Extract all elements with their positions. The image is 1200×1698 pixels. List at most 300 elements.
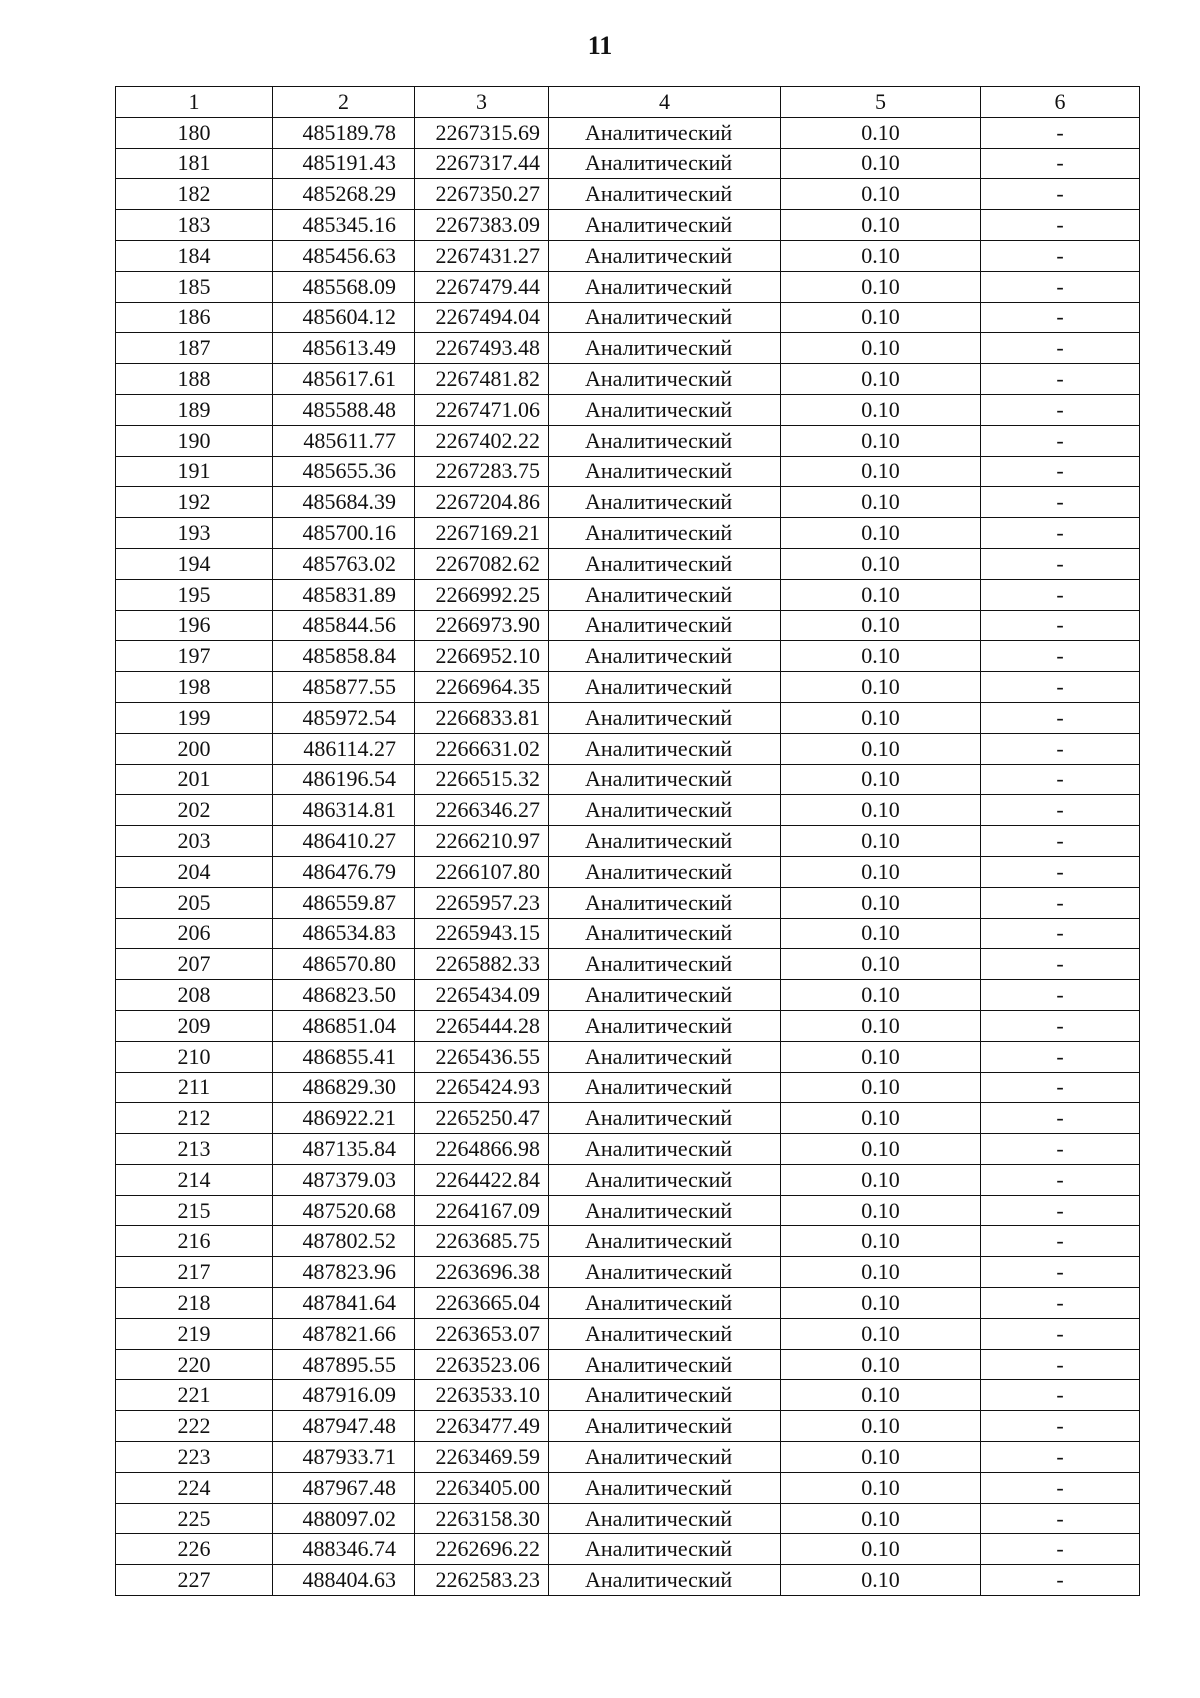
note-cell: - bbox=[981, 117, 1140, 148]
note-cell: - bbox=[981, 641, 1140, 672]
method-cell: Аналитический bbox=[549, 795, 781, 826]
method-cell: Аналитический bbox=[549, 1472, 781, 1503]
note-cell: - bbox=[981, 179, 1140, 210]
method-cell: Аналитический bbox=[549, 1349, 781, 1380]
accuracy-cell: 0.10 bbox=[781, 302, 981, 333]
x-coordinate-cell: 485588.48 bbox=[273, 394, 415, 425]
note-cell: - bbox=[981, 487, 1140, 518]
y-coordinate-cell: 2263696.38 bbox=[415, 1257, 549, 1288]
y-coordinate-cell: 2262696.22 bbox=[415, 1534, 549, 1565]
y-coordinate-cell: 2264167.09 bbox=[415, 1195, 549, 1226]
table-row bbox=[116, 456, 1140, 487]
y-coordinate-cell: 2266833.81 bbox=[415, 702, 549, 733]
y-coordinate-cell: 2265957.23 bbox=[415, 887, 549, 918]
table-row bbox=[116, 1472, 1140, 1503]
x-coordinate-cell: 488346.74 bbox=[273, 1534, 415, 1565]
y-coordinate-cell: 2264422.84 bbox=[415, 1164, 549, 1195]
y-coordinate-cell: 2262583.23 bbox=[415, 1565, 549, 1596]
note-cell: - bbox=[981, 1472, 1140, 1503]
table-row bbox=[116, 240, 1140, 271]
point-number-cell: 202 bbox=[116, 795, 273, 826]
note-cell: - bbox=[981, 1134, 1140, 1165]
point-number-cell: 201 bbox=[116, 764, 273, 795]
accuracy-cell: 0.10 bbox=[781, 1134, 981, 1165]
note-cell: - bbox=[981, 240, 1140, 271]
y-coordinate-cell: 2263469.59 bbox=[415, 1442, 549, 1473]
x-coordinate-cell: 486922.21 bbox=[273, 1103, 415, 1134]
column-header: 6 bbox=[981, 87, 1140, 118]
method-cell: Аналитический bbox=[549, 1565, 781, 1596]
x-coordinate-cell: 486855.41 bbox=[273, 1041, 415, 1072]
table-row bbox=[116, 148, 1140, 179]
method-cell: Аналитический bbox=[549, 548, 781, 579]
y-coordinate-cell: 2265250.47 bbox=[415, 1103, 549, 1134]
table-row bbox=[116, 1103, 1140, 1134]
method-cell: Аналитический bbox=[549, 302, 781, 333]
point-number-cell: 199 bbox=[116, 702, 273, 733]
point-number-cell: 222 bbox=[116, 1411, 273, 1442]
note-cell: - bbox=[981, 271, 1140, 302]
table-row bbox=[116, 210, 1140, 241]
table-row bbox=[116, 548, 1140, 579]
accuracy-cell: 0.10 bbox=[781, 271, 981, 302]
accuracy-cell: 0.10 bbox=[781, 1534, 981, 1565]
x-coordinate-cell: 486476.79 bbox=[273, 856, 415, 887]
table-row bbox=[116, 425, 1140, 456]
table-row bbox=[116, 579, 1140, 610]
method-cell: Аналитический bbox=[549, 1072, 781, 1103]
accuracy-cell: 0.10 bbox=[781, 1164, 981, 1195]
point-number-cell: 196 bbox=[116, 610, 273, 641]
note-cell: - bbox=[981, 579, 1140, 610]
y-coordinate-cell: 2266346.27 bbox=[415, 795, 549, 826]
table-row bbox=[116, 518, 1140, 549]
method-cell: Аналитический bbox=[549, 117, 781, 148]
note-cell: - bbox=[981, 148, 1140, 179]
y-coordinate-cell: 2265943.15 bbox=[415, 918, 549, 949]
note-cell: - bbox=[981, 302, 1140, 333]
note-cell: - bbox=[981, 764, 1140, 795]
method-cell: Аналитический bbox=[549, 1380, 781, 1411]
point-number-cell: 216 bbox=[116, 1226, 273, 1257]
accuracy-cell: 0.10 bbox=[781, 1442, 981, 1473]
note-cell: - bbox=[981, 672, 1140, 703]
method-cell: Аналитический bbox=[549, 1041, 781, 1072]
x-coordinate-cell: 486534.83 bbox=[273, 918, 415, 949]
point-number-cell: 184 bbox=[116, 240, 273, 271]
point-number-cell: 191 bbox=[116, 456, 273, 487]
y-coordinate-cell: 2267471.06 bbox=[415, 394, 549, 425]
note-cell: - bbox=[981, 1565, 1140, 1596]
table-row bbox=[116, 394, 1140, 425]
method-cell: Аналитический bbox=[549, 179, 781, 210]
x-coordinate-cell: 485972.54 bbox=[273, 702, 415, 733]
point-number-cell: 183 bbox=[116, 210, 273, 241]
table-row bbox=[116, 1534, 1140, 1565]
y-coordinate-cell: 2263533.10 bbox=[415, 1380, 549, 1411]
y-coordinate-cell: 2265424.93 bbox=[415, 1072, 549, 1103]
method-cell: Аналитический bbox=[549, 1164, 781, 1195]
table-row bbox=[116, 487, 1140, 518]
x-coordinate-cell: 485604.12 bbox=[273, 302, 415, 333]
x-coordinate-cell: 487802.52 bbox=[273, 1226, 415, 1257]
table-row bbox=[116, 1195, 1140, 1226]
table-row bbox=[116, 1318, 1140, 1349]
x-coordinate-cell: 486559.87 bbox=[273, 887, 415, 918]
method-cell: Аналитический bbox=[549, 1318, 781, 1349]
method-cell: Аналитический bbox=[549, 702, 781, 733]
note-cell: - bbox=[981, 795, 1140, 826]
table-row bbox=[116, 918, 1140, 949]
method-cell: Аналитический bbox=[549, 240, 781, 271]
y-coordinate-cell: 2266631.02 bbox=[415, 733, 549, 764]
x-coordinate-cell: 488097.02 bbox=[273, 1503, 415, 1534]
point-number-cell: 225 bbox=[116, 1503, 273, 1534]
accuracy-cell: 0.10 bbox=[781, 333, 981, 364]
point-number-cell: 188 bbox=[116, 364, 273, 395]
point-number-cell: 193 bbox=[116, 518, 273, 549]
method-cell: Аналитический bbox=[549, 1411, 781, 1442]
header-row bbox=[116, 87, 1140, 118]
accuracy-cell: 0.10 bbox=[781, 1257, 981, 1288]
method-cell: Аналитический bbox=[549, 487, 781, 518]
y-coordinate-cell: 2266107.80 bbox=[415, 856, 549, 887]
note-cell: - bbox=[981, 333, 1140, 364]
accuracy-cell: 0.10 bbox=[781, 918, 981, 949]
table-row bbox=[116, 610, 1140, 641]
y-coordinate-cell: 2266952.10 bbox=[415, 641, 549, 672]
y-coordinate-cell: 2263158.30 bbox=[415, 1503, 549, 1534]
table-row bbox=[116, 1503, 1140, 1534]
note-cell: - bbox=[981, 1288, 1140, 1319]
point-number-cell: 187 bbox=[116, 333, 273, 364]
method-cell: Аналитический bbox=[549, 733, 781, 764]
x-coordinate-cell: 487823.96 bbox=[273, 1257, 415, 1288]
accuracy-cell: 0.10 bbox=[781, 764, 981, 795]
table-row bbox=[116, 980, 1140, 1011]
method-cell: Аналитический bbox=[549, 148, 781, 179]
accuracy-cell: 0.10 bbox=[781, 1503, 981, 1534]
y-coordinate-cell: 2267315.69 bbox=[415, 117, 549, 148]
point-number-cell: 220 bbox=[116, 1349, 273, 1380]
table-row bbox=[116, 1072, 1140, 1103]
point-number-cell: 180 bbox=[116, 117, 273, 148]
note-cell: - bbox=[981, 1072, 1140, 1103]
note-cell: - bbox=[981, 949, 1140, 980]
method-cell: Аналитический bbox=[549, 949, 781, 980]
point-number-cell: 217 bbox=[116, 1257, 273, 1288]
accuracy-cell: 0.10 bbox=[781, 610, 981, 641]
point-number-cell: 223 bbox=[116, 1442, 273, 1473]
x-coordinate-cell: 485456.63 bbox=[273, 240, 415, 271]
note-cell: - bbox=[981, 826, 1140, 857]
x-coordinate-cell: 486114.27 bbox=[273, 733, 415, 764]
table-row bbox=[116, 1442, 1140, 1473]
coordinates-table bbox=[115, 86, 1140, 1596]
x-coordinate-cell: 485268.29 bbox=[273, 179, 415, 210]
point-number-cell: 205 bbox=[116, 887, 273, 918]
y-coordinate-cell: 2263477.49 bbox=[415, 1411, 549, 1442]
accuracy-cell: 0.10 bbox=[781, 702, 981, 733]
x-coordinate-cell: 486823.50 bbox=[273, 980, 415, 1011]
point-number-cell: 198 bbox=[116, 672, 273, 703]
y-coordinate-cell: 2264866.98 bbox=[415, 1134, 549, 1165]
table-row bbox=[116, 795, 1140, 826]
accuracy-cell: 0.10 bbox=[781, 240, 981, 271]
accuracy-cell: 0.10 bbox=[781, 1195, 981, 1226]
table-row bbox=[116, 1134, 1140, 1165]
column-header: 3 bbox=[415, 87, 549, 118]
y-coordinate-cell: 2267402.22 bbox=[415, 425, 549, 456]
point-number-cell: 218 bbox=[116, 1288, 273, 1319]
method-cell: Аналитический bbox=[549, 425, 781, 456]
accuracy-cell: 0.10 bbox=[781, 1380, 981, 1411]
x-coordinate-cell: 485763.02 bbox=[273, 548, 415, 579]
table-row bbox=[116, 1164, 1140, 1195]
y-coordinate-cell: 2267494.04 bbox=[415, 302, 549, 333]
table-row bbox=[116, 1041, 1140, 1072]
method-cell: Аналитический bbox=[549, 1288, 781, 1319]
method-cell: Аналитический bbox=[549, 210, 781, 241]
accuracy-cell: 0.10 bbox=[781, 1349, 981, 1380]
accuracy-cell: 0.10 bbox=[781, 518, 981, 549]
x-coordinate-cell: 487933.71 bbox=[273, 1442, 415, 1473]
table-body bbox=[116, 117, 1140, 1595]
note-cell: - bbox=[981, 548, 1140, 579]
y-coordinate-cell: 2266515.32 bbox=[415, 764, 549, 795]
point-number-cell: 197 bbox=[116, 641, 273, 672]
x-coordinate-cell: 487135.84 bbox=[273, 1134, 415, 1165]
method-cell: Аналитический bbox=[549, 641, 781, 672]
note-cell: - bbox=[981, 1380, 1140, 1411]
accuracy-cell: 0.10 bbox=[781, 1565, 981, 1596]
accuracy-cell: 0.10 bbox=[781, 1041, 981, 1072]
point-number-cell: 182 bbox=[116, 179, 273, 210]
x-coordinate-cell: 485877.55 bbox=[273, 672, 415, 703]
note-cell: - bbox=[981, 918, 1140, 949]
x-coordinate-cell: 487841.64 bbox=[273, 1288, 415, 1319]
point-number-cell: 186 bbox=[116, 302, 273, 333]
x-coordinate-cell: 487947.48 bbox=[273, 1411, 415, 1442]
x-coordinate-cell: 486829.30 bbox=[273, 1072, 415, 1103]
point-number-cell: 190 bbox=[116, 425, 273, 456]
y-coordinate-cell: 2265882.33 bbox=[415, 949, 549, 980]
y-coordinate-cell: 2267204.86 bbox=[415, 487, 549, 518]
y-coordinate-cell: 2267383.09 bbox=[415, 210, 549, 241]
point-number-cell: 224 bbox=[116, 1472, 273, 1503]
method-cell: Аналитический bbox=[549, 1442, 781, 1473]
column-header: 5 bbox=[781, 87, 981, 118]
point-number-cell: 212 bbox=[116, 1103, 273, 1134]
method-cell: Аналитический bbox=[549, 826, 781, 857]
method-cell: Аналитический bbox=[549, 610, 781, 641]
method-cell: Аналитический bbox=[549, 918, 781, 949]
table-row bbox=[116, 856, 1140, 887]
note-cell: - bbox=[981, 1010, 1140, 1041]
accuracy-cell: 0.10 bbox=[781, 980, 981, 1011]
x-coordinate-cell: 487379.03 bbox=[273, 1164, 415, 1195]
note-cell: - bbox=[981, 1041, 1140, 1072]
table-row bbox=[116, 887, 1140, 918]
y-coordinate-cell: 2266992.25 bbox=[415, 579, 549, 610]
accuracy-cell: 0.10 bbox=[781, 795, 981, 826]
table-row bbox=[116, 364, 1140, 395]
accuracy-cell: 0.10 bbox=[781, 394, 981, 425]
table-row bbox=[116, 1565, 1140, 1596]
y-coordinate-cell: 2263665.04 bbox=[415, 1288, 549, 1319]
y-coordinate-cell: 2266964.35 bbox=[415, 672, 549, 703]
accuracy-cell: 0.10 bbox=[781, 887, 981, 918]
table-row bbox=[116, 702, 1140, 733]
accuracy-cell: 0.10 bbox=[781, 579, 981, 610]
y-coordinate-cell: 2267350.27 bbox=[415, 179, 549, 210]
method-cell: Аналитический bbox=[549, 1134, 781, 1165]
y-coordinate-cell: 2267082.62 bbox=[415, 548, 549, 579]
y-coordinate-cell: 2263653.07 bbox=[415, 1318, 549, 1349]
accuracy-cell: 0.10 bbox=[781, 210, 981, 241]
point-number-cell: 185 bbox=[116, 271, 273, 302]
note-cell: - bbox=[981, 1257, 1140, 1288]
table-row bbox=[116, 641, 1140, 672]
note-cell: - bbox=[981, 887, 1140, 918]
method-cell: Аналитический bbox=[549, 364, 781, 395]
x-coordinate-cell: 485611.77 bbox=[273, 425, 415, 456]
point-number-cell: 204 bbox=[116, 856, 273, 887]
x-coordinate-cell: 487821.66 bbox=[273, 1318, 415, 1349]
method-cell: Аналитический bbox=[549, 456, 781, 487]
accuracy-cell: 0.10 bbox=[781, 1010, 981, 1041]
table-row bbox=[116, 764, 1140, 795]
column-header: 2 bbox=[273, 87, 415, 118]
method-cell: Аналитический bbox=[549, 856, 781, 887]
x-coordinate-cell: 488404.63 bbox=[273, 1565, 415, 1596]
y-coordinate-cell: 2265434.09 bbox=[415, 980, 549, 1011]
x-coordinate-cell: 486410.27 bbox=[273, 826, 415, 857]
table-row bbox=[116, 1257, 1140, 1288]
point-number-cell: 213 bbox=[116, 1134, 273, 1165]
table-row bbox=[116, 1288, 1140, 1319]
y-coordinate-cell: 2267481.82 bbox=[415, 364, 549, 395]
note-cell: - bbox=[981, 1195, 1140, 1226]
accuracy-cell: 0.10 bbox=[781, 1226, 981, 1257]
y-coordinate-cell: 2266210.97 bbox=[415, 826, 549, 857]
x-coordinate-cell: 487967.48 bbox=[273, 1472, 415, 1503]
accuracy-cell: 0.10 bbox=[781, 364, 981, 395]
x-coordinate-cell: 487520.68 bbox=[273, 1195, 415, 1226]
point-number-cell: 203 bbox=[116, 826, 273, 857]
accuracy-cell: 0.10 bbox=[781, 856, 981, 887]
method-cell: Аналитический bbox=[549, 579, 781, 610]
method-cell: Аналитический bbox=[549, 980, 781, 1011]
y-coordinate-cell: 2265444.28 bbox=[415, 1010, 549, 1041]
point-number-cell: 195 bbox=[116, 579, 273, 610]
accuracy-cell: 0.10 bbox=[781, 641, 981, 672]
note-cell: - bbox=[981, 210, 1140, 241]
method-cell: Аналитический bbox=[549, 1534, 781, 1565]
x-coordinate-cell: 485189.78 bbox=[273, 117, 415, 148]
column-header: 1 bbox=[116, 87, 273, 118]
y-coordinate-cell: 2267283.75 bbox=[415, 456, 549, 487]
x-coordinate-cell: 486314.81 bbox=[273, 795, 415, 826]
accuracy-cell: 0.10 bbox=[781, 425, 981, 456]
method-cell: Аналитический bbox=[549, 333, 781, 364]
table-row bbox=[116, 1380, 1140, 1411]
accuracy-cell: 0.10 bbox=[781, 949, 981, 980]
point-number-cell: 209 bbox=[116, 1010, 273, 1041]
note-cell: - bbox=[981, 1503, 1140, 1534]
y-coordinate-cell: 2267317.44 bbox=[415, 148, 549, 179]
x-coordinate-cell: 485844.56 bbox=[273, 610, 415, 641]
method-cell: Аналитический bbox=[549, 1257, 781, 1288]
x-coordinate-cell: 485617.61 bbox=[273, 364, 415, 395]
note-cell: - bbox=[981, 1534, 1140, 1565]
method-cell: Аналитический bbox=[549, 672, 781, 703]
y-coordinate-cell: 2265436.55 bbox=[415, 1041, 549, 1072]
note-cell: - bbox=[981, 1226, 1140, 1257]
accuracy-cell: 0.10 bbox=[781, 1411, 981, 1442]
table-row bbox=[116, 1349, 1140, 1380]
table-row bbox=[116, 1411, 1140, 1442]
table-row bbox=[116, 179, 1140, 210]
point-number-cell: 208 bbox=[116, 980, 273, 1011]
x-coordinate-cell: 485345.16 bbox=[273, 210, 415, 241]
note-cell: - bbox=[981, 1103, 1140, 1134]
column-header: 4 bbox=[549, 87, 781, 118]
point-number-cell: 211 bbox=[116, 1072, 273, 1103]
x-coordinate-cell: 485191.43 bbox=[273, 148, 415, 179]
table-row bbox=[116, 1226, 1140, 1257]
table-row bbox=[116, 949, 1140, 980]
accuracy-cell: 0.10 bbox=[781, 179, 981, 210]
method-cell: Аналитический bbox=[549, 1503, 781, 1534]
method-cell: Аналитический bbox=[549, 887, 781, 918]
x-coordinate-cell: 486570.80 bbox=[273, 949, 415, 980]
x-coordinate-cell: 485700.16 bbox=[273, 518, 415, 549]
point-number-cell: 189 bbox=[116, 394, 273, 425]
method-cell: Аналитический bbox=[549, 1195, 781, 1226]
point-number-cell: 226 bbox=[116, 1534, 273, 1565]
table-row bbox=[116, 672, 1140, 703]
table-row bbox=[116, 302, 1140, 333]
y-coordinate-cell: 2266973.90 bbox=[415, 610, 549, 641]
point-number-cell: 192 bbox=[116, 487, 273, 518]
point-number-cell: 214 bbox=[116, 1164, 273, 1195]
accuracy-cell: 0.10 bbox=[781, 456, 981, 487]
note-cell: - bbox=[981, 610, 1140, 641]
accuracy-cell: 0.10 bbox=[781, 1318, 981, 1349]
point-number-cell: 215 bbox=[116, 1195, 273, 1226]
accuracy-cell: 0.10 bbox=[781, 1472, 981, 1503]
accuracy-cell: 0.10 bbox=[781, 1072, 981, 1103]
method-cell: Аналитический bbox=[549, 518, 781, 549]
y-coordinate-cell: 2267493.48 bbox=[415, 333, 549, 364]
point-number-cell: 207 bbox=[116, 949, 273, 980]
table-row bbox=[116, 733, 1140, 764]
point-number-cell: 227 bbox=[116, 1565, 273, 1596]
x-coordinate-cell: 485568.09 bbox=[273, 271, 415, 302]
accuracy-cell: 0.10 bbox=[781, 672, 981, 703]
accuracy-cell: 0.10 bbox=[781, 487, 981, 518]
point-number-cell: 181 bbox=[116, 148, 273, 179]
accuracy-cell: 0.10 bbox=[781, 826, 981, 857]
y-coordinate-cell: 2267169.21 bbox=[415, 518, 549, 549]
x-coordinate-cell: 485613.49 bbox=[273, 333, 415, 364]
y-coordinate-cell: 2267479.44 bbox=[415, 271, 549, 302]
point-number-cell: 221 bbox=[116, 1380, 273, 1411]
note-cell: - bbox=[981, 980, 1140, 1011]
note-cell: - bbox=[981, 1442, 1140, 1473]
method-cell: Аналитический bbox=[549, 1226, 781, 1257]
